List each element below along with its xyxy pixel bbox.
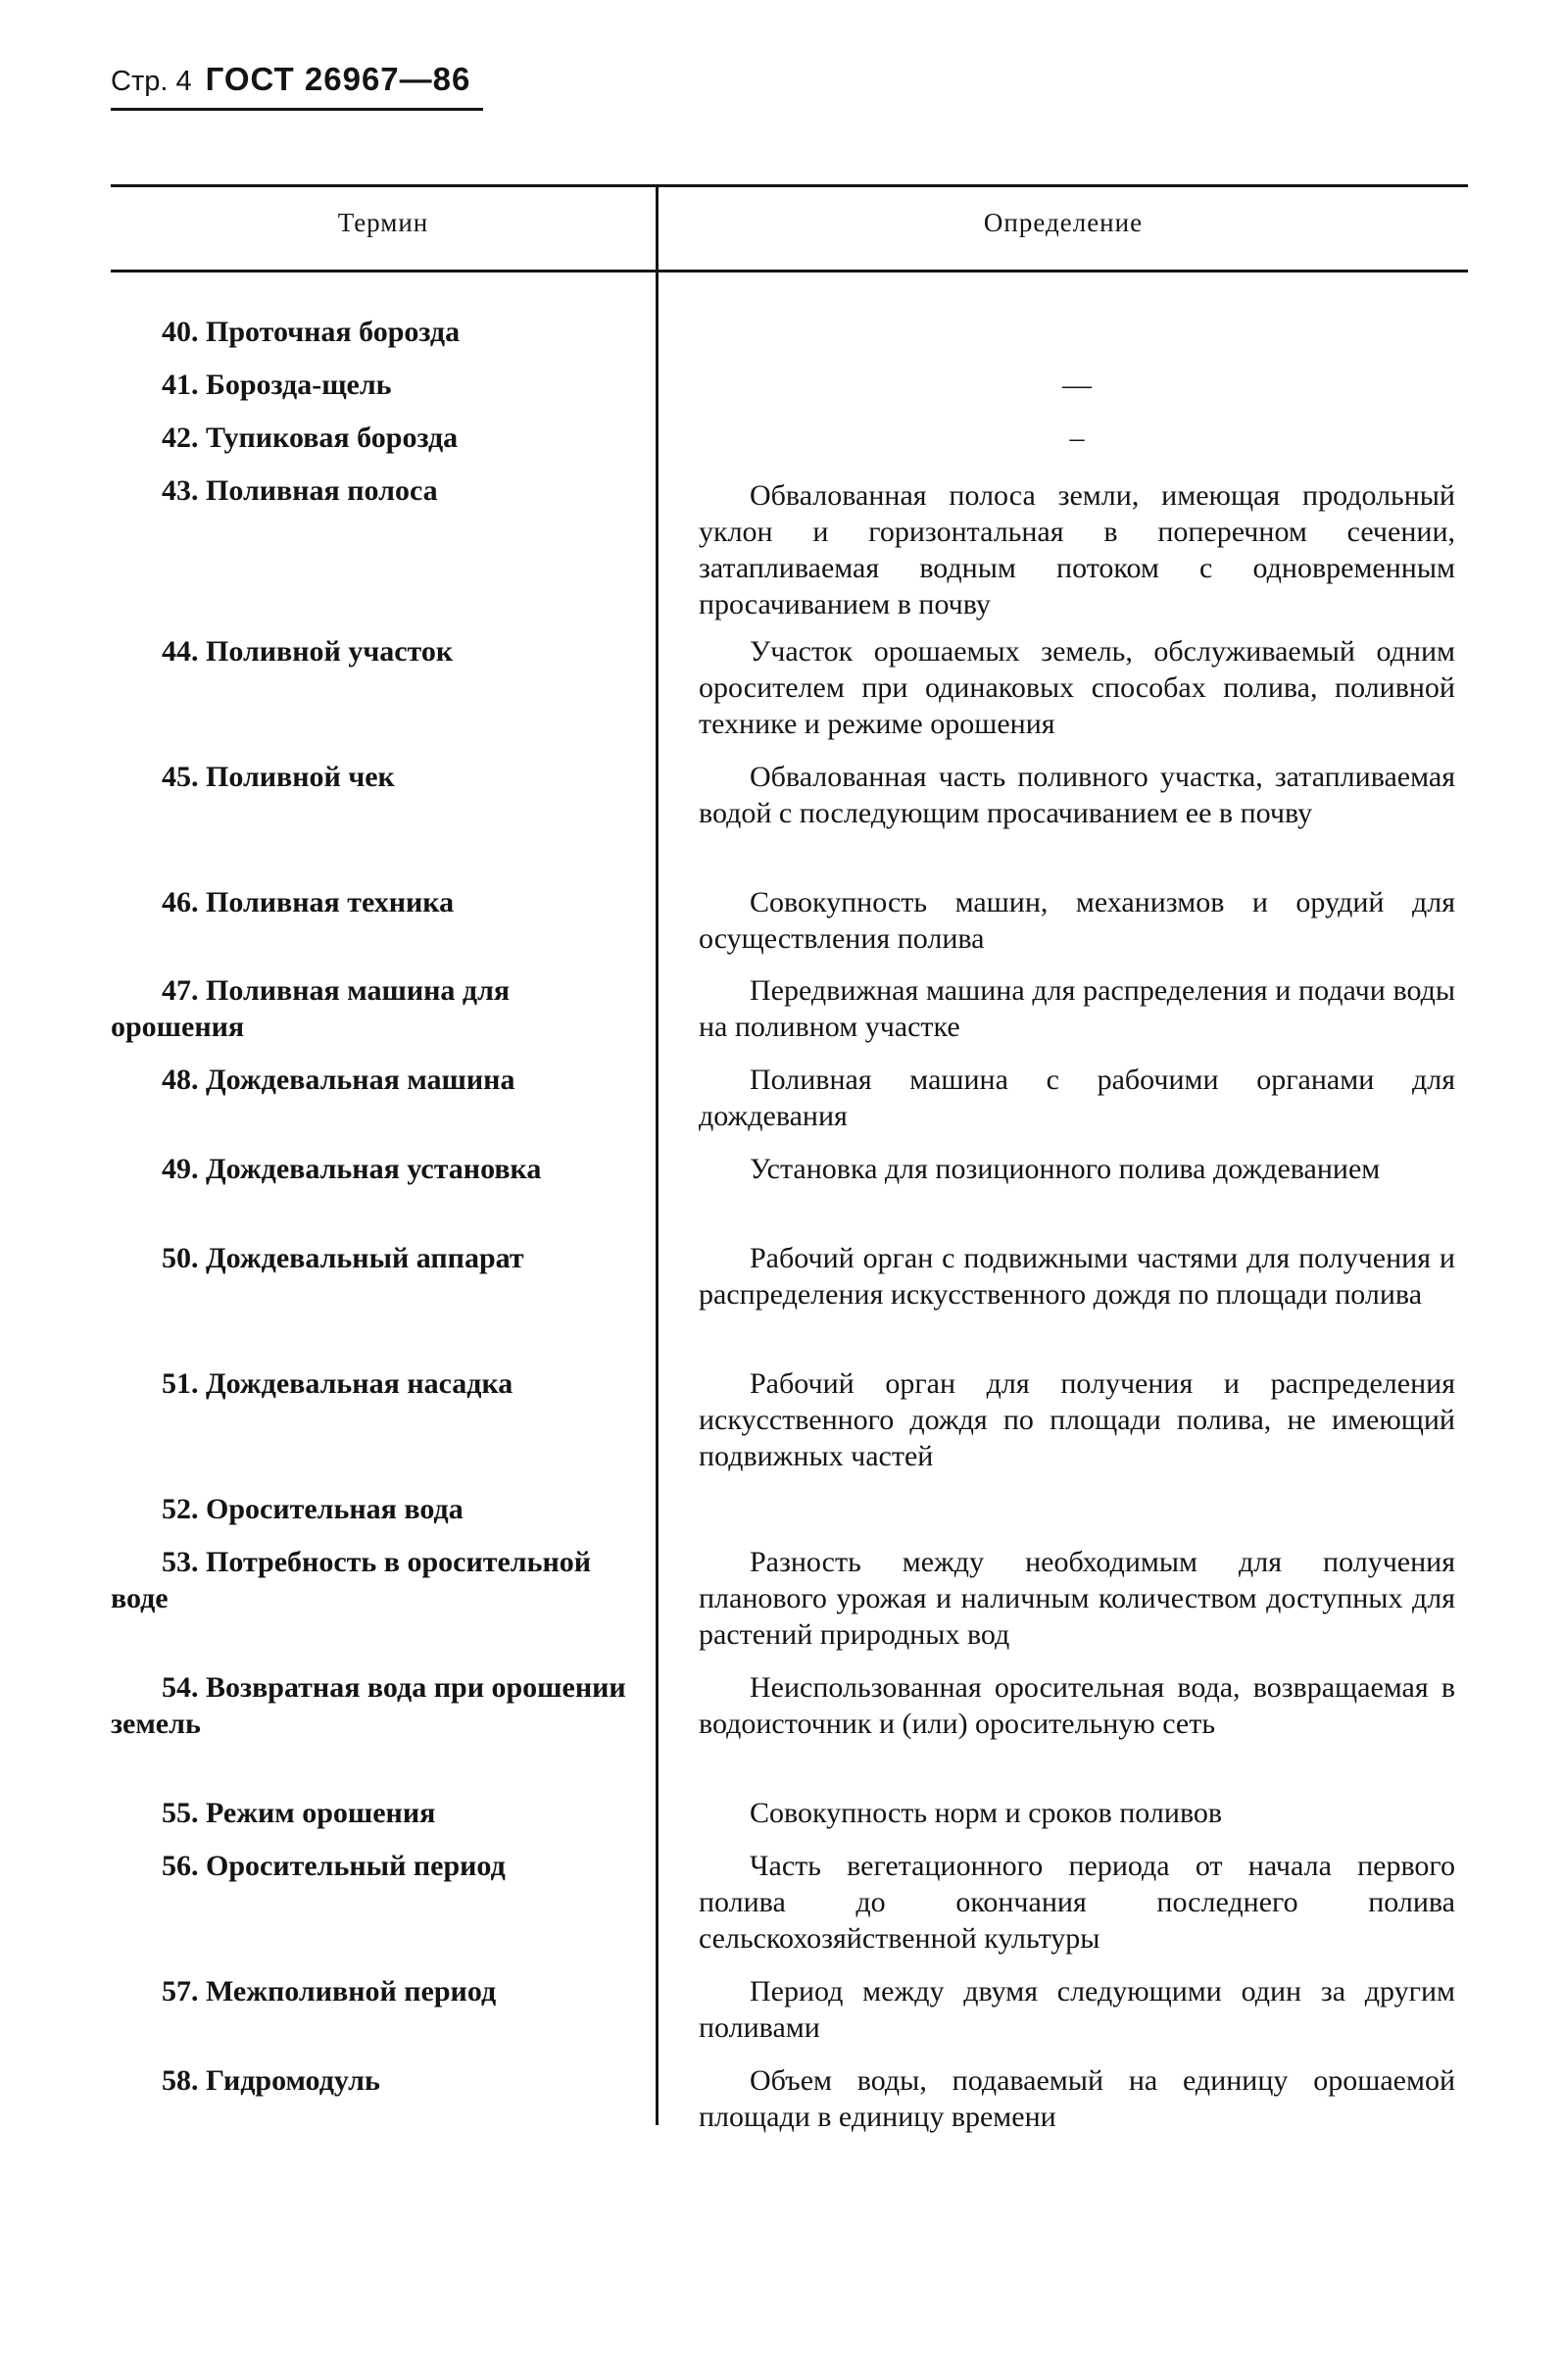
column-divider — [656, 186, 659, 2125]
page-number: Стр. 4 — [111, 66, 192, 97]
term-cell: 45. Поливной чек — [162, 761, 395, 793]
term-cell: 56. Оросительный период — [162, 1850, 506, 1882]
table-top-rule — [111, 184, 1468, 187]
page-header — [111, 61, 470, 98]
term-cell: 58. Гидромодуль — [162, 2064, 380, 2097]
term-cell: 42. Тупиковая борозда — [162, 421, 459, 454]
definition-cell: Совокупность машин, механизмов и орудий для осуществления полива — [699, 886, 1455, 955]
definition-cell: Обвалованная полоса земли, имеющая продольный уклон и горизонтальная в поперечном сечении, затапливаемая водным потоком с одновременным просачиванием в почву — [699, 479, 1455, 620]
term-cell: 46. Поливная техника — [162, 886, 455, 918]
term-cell: 57. Межполивной период — [162, 1975, 497, 2008]
term-cell: 41. Борозда-щель — [162, 369, 392, 401]
definition-cell: Рабочий орган для получения и распределения искусственного дождя по площади полива, не имеющий подвижных частей — [699, 1367, 1455, 1472]
term-cell: 52. Оросительная вода — [162, 1493, 464, 1525]
definition-cell: Часть вегетационного периода от начала первого полива до окончания последнего полива сельскохозяйственной культуры — [699, 1850, 1455, 1955]
term-cell: 54. Возвратная вода при орошении земель — [111, 1671, 626, 1740]
standard-number: ГОСТ 26967—86 — [205, 61, 471, 97]
definition-cell: Период между двумя следующими один за другим поливами — [699, 1975, 1455, 2044]
term-cell: 47. Поливная машина для орошения — [111, 974, 511, 1043]
term-cell: 44. Поливной участок — [162, 635, 454, 668]
definition-cell: Поливная машина с рабочими органами для дождевания — [699, 1064, 1455, 1132]
header-underline — [111, 108, 483, 111]
term-cell: 55. Режим орошения — [162, 1797, 436, 1829]
definition-cell: Объем воды, подаваемый на единицу орошаемой площади в единицу времени — [699, 2064, 1455, 2133]
definition-cell: Разность между необходимым для получения планового урожая и наличным количеством доступных для растений природных вод — [699, 1546, 1455, 1651]
term-cell: 50. Дождевальный аппарат — [162, 1242, 524, 1274]
column-header-definition: Определение — [983, 208, 1144, 237]
term-cell: 51. Дождевальная насадка — [162, 1367, 513, 1400]
table-header-rule — [111, 270, 1468, 273]
term-cell: 43. Поливная полоса — [162, 474, 438, 507]
term-cell: 40. Проточная борозда — [162, 316, 461, 348]
column-header-term: Термин — [337, 208, 429, 237]
term-cell: 53. Потребность в оросительной воде — [111, 1546, 592, 1614]
definition-cell: Передвижная машина для распределения и подачи воды на поливном участке — [699, 974, 1455, 1043]
definition-cell: Неиспользованная оросительная вода, возвращаемая в водоисточник и (или) оросительную сеть — [699, 1671, 1455, 1740]
definition-cell: Участок орошаемых земель, обслуживаемый одним оросителем при одинаковых способах полива, поливной технике и режиме орошения — [699, 635, 1455, 740]
definition-cell: Совокупность норм и сроков поливов — [750, 1797, 1223, 1829]
definition-cell: Рабочий орган с подвижными частями для получения и распределения искусственного дождя по площади полива — [699, 1242, 1455, 1311]
definition-cell: — — [1062, 369, 1092, 401]
term-cell: 49. Дождевальная установка — [162, 1153, 542, 1185]
definition-cell: Обвалованная часть поливного участка, затапливаемая водой с последующим просачиванием ее в почву — [699, 761, 1455, 829]
term-cell: 48. Дождевальная машина — [162, 1064, 515, 1096]
definition-cell: – — [1069, 421, 1085, 454]
definition-cell: Установка для позиционного полива дождеванием — [750, 1153, 1381, 1185]
